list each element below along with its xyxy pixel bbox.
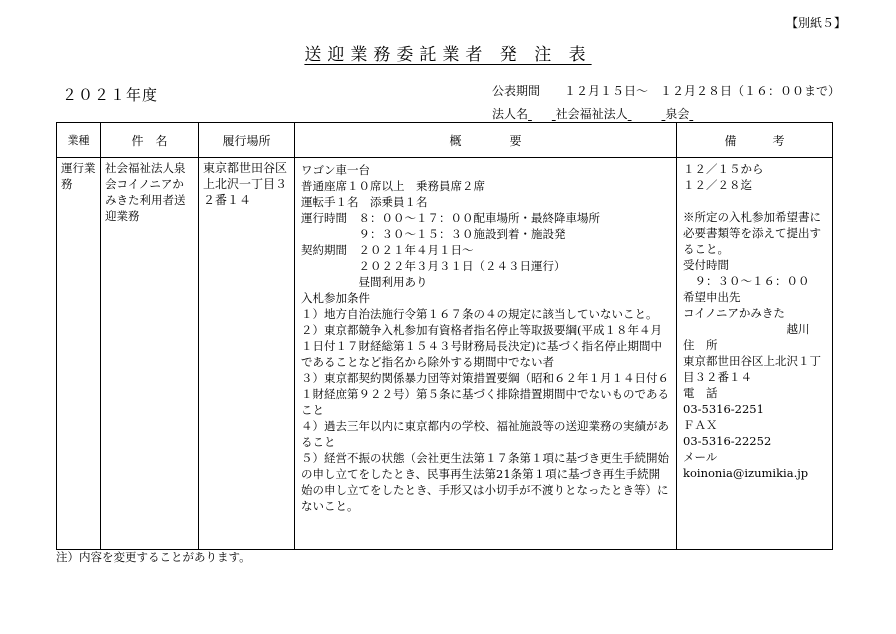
remarks-line: 03-5316-22252 <box>683 434 772 448</box>
remarks-line: 東京都世田谷区上北沢１丁目３２番１４ <box>683 354 821 384</box>
outline-line: ２０２２年３月３１日（２４３日運行） <box>301 259 566 273</box>
corporation-label: 法人名 <box>492 107 529 121</box>
outline-line: 運転手１名 添乗員１名 <box>301 195 428 209</box>
order-table <box>56 122 833 550</box>
outline-line: ２）東京都競争入札参加有資格者指名停止等取扱要綱(平成１８年４月１日付１７財経総第１５４３号財務局長決定)に基づく指名停止期間中であることなど指名から除外する期間中でない者 <box>301 323 662 369</box>
outline-line: １）地方自治法施行令第１６７条の４の規定に該当していないこと。 <box>301 307 658 321</box>
outline-line: ４）過去三年以内に東京都内の学校、福祉施設等の送迎業務の実績があること <box>301 419 669 449</box>
cell-outline <box>295 158 677 550</box>
header-location: 履行場所 <box>199 123 295 158</box>
outline-line: ９：３０～１５：３０施設到着・施設発 <box>301 227 566 241</box>
outline-line: 普通座席１０席以上 乗務員席２席 <box>301 179 485 193</box>
remarks-line: 越川 <box>683 322 810 336</box>
remarks-line: 住 所 <box>683 338 718 352</box>
outline-line: ５）経営不振の状態（会社更生法第１７条第１項に基づき更生手続開始の申し立てをしたとき、民事再生法第21条第１項に基づき再生手続開始の申し立てをしたとき、手形又は小切手が不渡りとなったとき等）にないこと。 <box>301 451 669 513</box>
remarks-line: １２／２８迄 <box>683 178 752 192</box>
remarks-line: koinonia@izumikia.jp <box>683 466 809 480</box>
corporation-type: 社会福祉法人 <box>555 107 628 121</box>
remarks-line: コイノニアかみきた <box>683 306 785 320</box>
outline-line: 運行時間 ８：００～１７：００配車場所・最終降車場所 <box>301 211 600 225</box>
remarks-line: 希望申出先 <box>683 290 741 304</box>
footnote: 注）内容を変更することがあります。 <box>56 550 251 564</box>
remarks-line: １２／１５から <box>683 162 764 176</box>
announcement-period: 公表期間 １２月１５日～ １２月２８日（１６：００まで） <box>492 84 841 98</box>
attachment-label: 【別紙５】 <box>785 16 846 30</box>
cell-location: 東京都世田谷区上北沢一丁目３２番１４ <box>199 158 295 550</box>
cell-category: 運行業務 <box>57 158 101 550</box>
header-remarks: 備 考 <box>677 123 833 158</box>
table-row <box>57 158 833 550</box>
remarks-line: ＦＡＸ <box>683 418 718 432</box>
remarks-line: ※所定の入札参加希望書に必要書類等を添えて提出すること。 <box>683 210 821 256</box>
remarks-line <box>683 193 826 209</box>
cell-remarks <box>677 158 833 550</box>
cell-item: 社会福祉法人泉会コイノニアかみきた利用者送迎業務 <box>101 158 199 550</box>
remarks-line: メール <box>683 450 718 464</box>
header-item: 件 名 <box>101 123 199 158</box>
header-outline: 概 要 <box>295 123 677 158</box>
document-title: 送迎業務委託業者 発 注 表 <box>304 45 592 65</box>
corporation-line <box>492 105 707 122</box>
table-header-row <box>57 123 833 158</box>
fiscal-year: ２０２１年度 <box>62 86 159 104</box>
outline-line: 契約期間 ２０２１年４月１日～ <box>301 243 474 257</box>
remarks-line: 受付時間 <box>683 258 729 272</box>
remarks-line: 03-5316-2251 <box>683 402 764 416</box>
remarks-line: 電 話 <box>683 386 718 400</box>
outline-line: ワゴン車一台 <box>301 163 370 177</box>
outline-line: ３）東京都契約関係暴力団等対策措置要綱（昭和６２年１月１４日付６１財経庶第９２２号）第５条に基づく排除措置期間中でないものであること <box>301 371 669 417</box>
corporation-name: 泉会 <box>665 107 690 121</box>
header-category: 業種 <box>57 123 101 158</box>
remarks-line: ９：３０～１６：００ <box>683 274 810 288</box>
outline-line: 昼間利用あり <box>301 275 428 289</box>
outline-line: 入札参加条件 <box>301 291 370 305</box>
